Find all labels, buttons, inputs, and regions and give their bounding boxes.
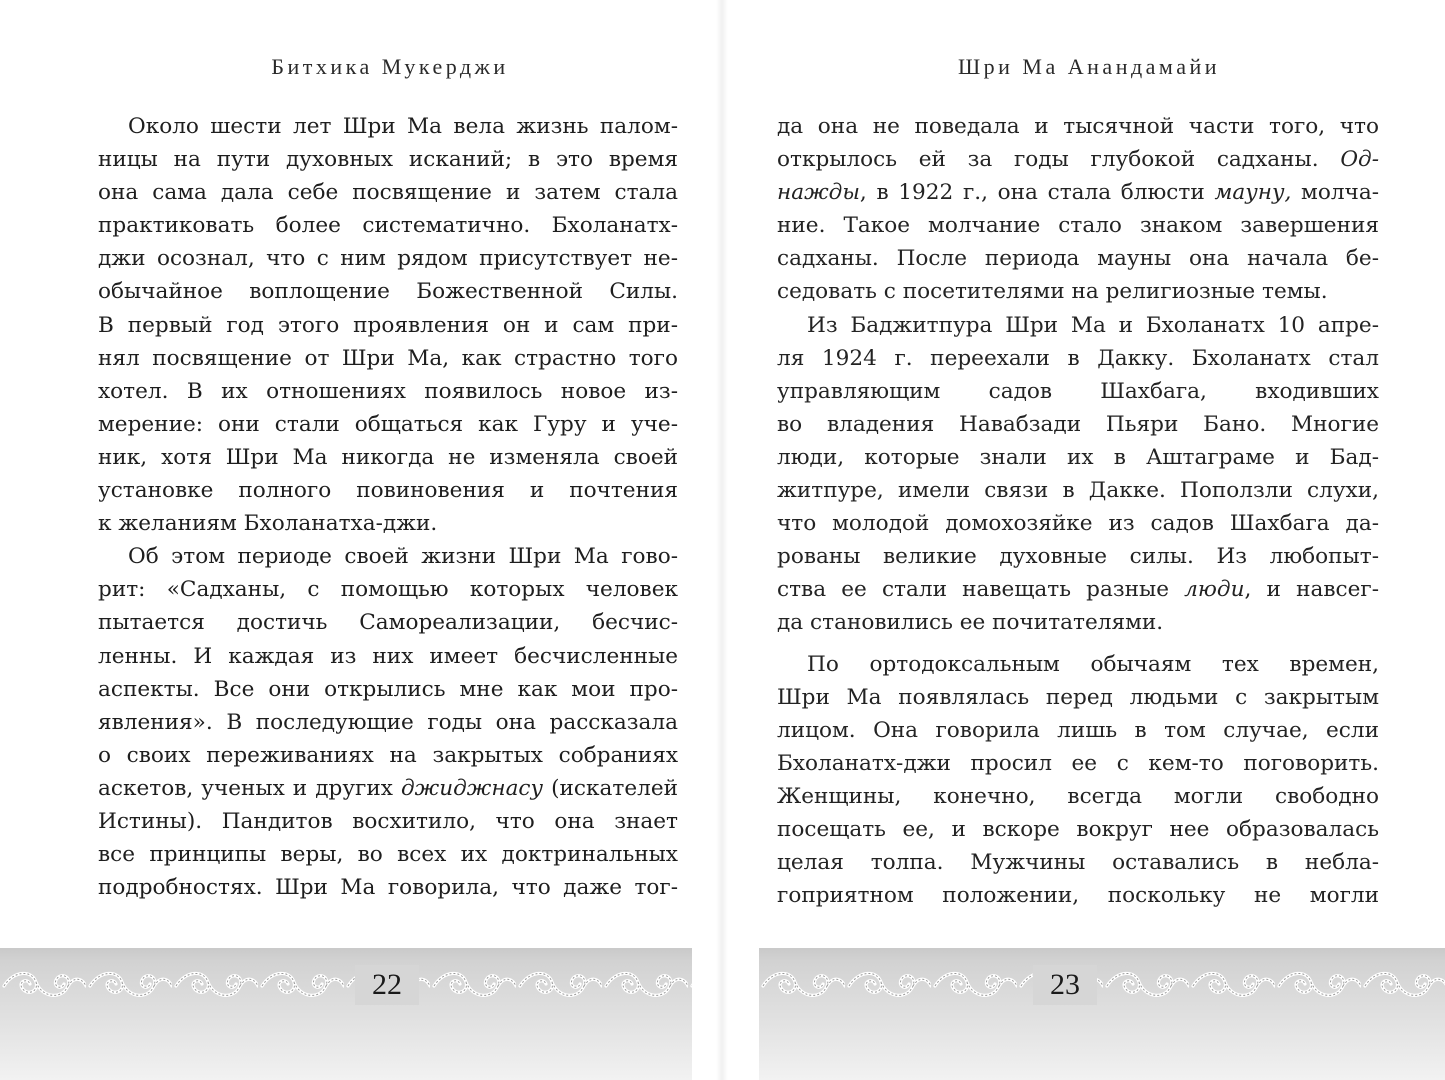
text-line: пытается достичь Самореализации, бесчис- bbox=[98, 610, 678, 636]
text-line: люди, которые знали их в Аштаграме и Бад- bbox=[777, 444, 1379, 470]
text-line: гоприятном положении, поскольку не могли bbox=[777, 883, 1379, 909]
text-run: открылось ей за годы глубокой садханы. bbox=[777, 147, 1341, 173]
text-line: В первый год этого проявления он и сам при- bbox=[98, 312, 678, 338]
text-line: ние. Такое молчание стало знаком завершения bbox=[777, 213, 1379, 239]
text-line: подробностях. Шри Ма говорила, что даже тог- bbox=[98, 875, 678, 901]
italic-term: люди bbox=[1184, 577, 1245, 603]
text-line: Бхоланатх-джи просил ее с кем-то поговорить. bbox=[777, 750, 1379, 776]
text-line: установке полного повиновения и почтения bbox=[98, 478, 678, 504]
text-line: аспекты. Все они открылись мне как мои про- bbox=[98, 676, 678, 702]
text-line: она сама дала себе посвящение и затем стала bbox=[98, 180, 678, 206]
text-line: рит: «Садханы, с помощью которых человек bbox=[98, 577, 678, 603]
text-run: аскетов, ученых и других bbox=[98, 775, 401, 801]
text-line: да становились ее почитателями. bbox=[777, 610, 1164, 636]
text-line bbox=[98, 772, 678, 805]
text-line: ник, хотя Шри Ма никогда не изменяла своей bbox=[98, 444, 678, 470]
left-page bbox=[0, 0, 722, 1080]
italic-term: мауну, bbox=[1214, 180, 1292, 206]
running-head-author: Битхика Мукерджи bbox=[271, 54, 509, 79]
running-head-title: Шри Ма Анандамайи bbox=[957, 54, 1221, 79]
text-line: обычайное воплощение Божественной Силы. bbox=[98, 279, 678, 305]
text-line: садханы. После периода мауны она начала бе- bbox=[777, 246, 1379, 272]
text-line: Из Баджитпура Шри Ма и Бхоланатх 10 апре- bbox=[807, 312, 1379, 338]
italic-term: Од- bbox=[1340, 147, 1379, 173]
page-number: 22 bbox=[355, 965, 419, 1005]
text-run: молча- bbox=[1291, 180, 1380, 206]
italic-term: нажды bbox=[777, 180, 860, 206]
right-page-text bbox=[777, 110, 1379, 912]
text-line: что молодой домохозяйке из садов Шахбага да- bbox=[777, 511, 1379, 537]
text-line: рованы великие духовные силы. Из любопыт- bbox=[777, 544, 1379, 570]
text-line: ленны. И каждая из них имеет бесчисленные bbox=[98, 643, 678, 669]
text-line: к желаниям Бхоланатха-джи. bbox=[98, 511, 438, 537]
text-line: По ортодоксальным обычаям тех времен, bbox=[807, 651, 1379, 677]
left-page-text bbox=[98, 110, 678, 904]
text-line: нял посвящение от Шри Ма, как страстно того bbox=[98, 345, 678, 371]
scroll-ornament-icon bbox=[0, 968, 692, 1004]
text-line: во владения Навабзади Пьяри Бано. Многие bbox=[777, 411, 1379, 437]
text-line bbox=[777, 143, 1379, 176]
text-run: (искателей bbox=[543, 775, 678, 801]
text-line: целая толпа. Мужчины оставались в небла- bbox=[777, 850, 1379, 876]
text-line: ницы на пути духовных исканий; в это время bbox=[98, 147, 678, 173]
text-line bbox=[777, 176, 1379, 209]
text-line: явления». В последующие годы она рассказала bbox=[98, 709, 678, 735]
right-page bbox=[722, 0, 1445, 1080]
text-line: Шри Ма появлялась перед людьми с закрытым bbox=[777, 684, 1379, 710]
text-line: да она не поведала и тысячной части того, что bbox=[777, 114, 1379, 139]
text-line: Женщины, конечно, всегда могли свободно bbox=[777, 783, 1379, 809]
italic-term: джиджнасу bbox=[400, 775, 544, 801]
text-line bbox=[777, 573, 1379, 606]
text-line: практиковать более систематично. Бхоланатх- bbox=[98, 213, 678, 239]
text-line: управляющим садов Шахбага, входивших bbox=[777, 378, 1379, 404]
text-line: Около шести лет Шри Ма вела жизнь палом- bbox=[128, 114, 678, 139]
text-line: хотел. В их отношениях появилось новое из- bbox=[98, 378, 678, 404]
text-line: седовать с посетителями на религиозные темы. bbox=[777, 279, 1328, 305]
text-line: все принципы веры, во всех их доктринальных bbox=[98, 842, 678, 868]
text-line: лицом. Она говорила лишь в том случае, если bbox=[777, 717, 1379, 743]
text-line: посещать ее, и вскоре вокруг нее образовалась bbox=[777, 816, 1379, 842]
text-line: Об этом периоде своей жизни Шри Ма гово- bbox=[128, 544, 678, 570]
text-line: мерение: они стали общаться как Гуру и уче- bbox=[98, 411, 678, 437]
text-run: , в 1922 г., она стала блюсти bbox=[859, 180, 1215, 206]
text-line: о своих переживаниях на закрытых собраниях bbox=[98, 742, 678, 768]
text-run: ства ее стали навещать разные bbox=[777, 577, 1185, 603]
page-number: 23 bbox=[1033, 965, 1097, 1005]
text-run: , и навсег- bbox=[1244, 577, 1379, 603]
text-line: житпуре, имели связи в Дакке. Поползли слухи, bbox=[777, 478, 1379, 504]
scroll-ornament-icon bbox=[759, 968, 1445, 1004]
text-line: Истины). Пандитов восхитило, что она знает bbox=[98, 808, 678, 834]
text-line: джи осознал, что с ним рядом присутствует не- bbox=[98, 246, 678, 272]
text-line: ля 1924 г. переехали в Дакку. Бхоланатх стал bbox=[777, 345, 1379, 371]
